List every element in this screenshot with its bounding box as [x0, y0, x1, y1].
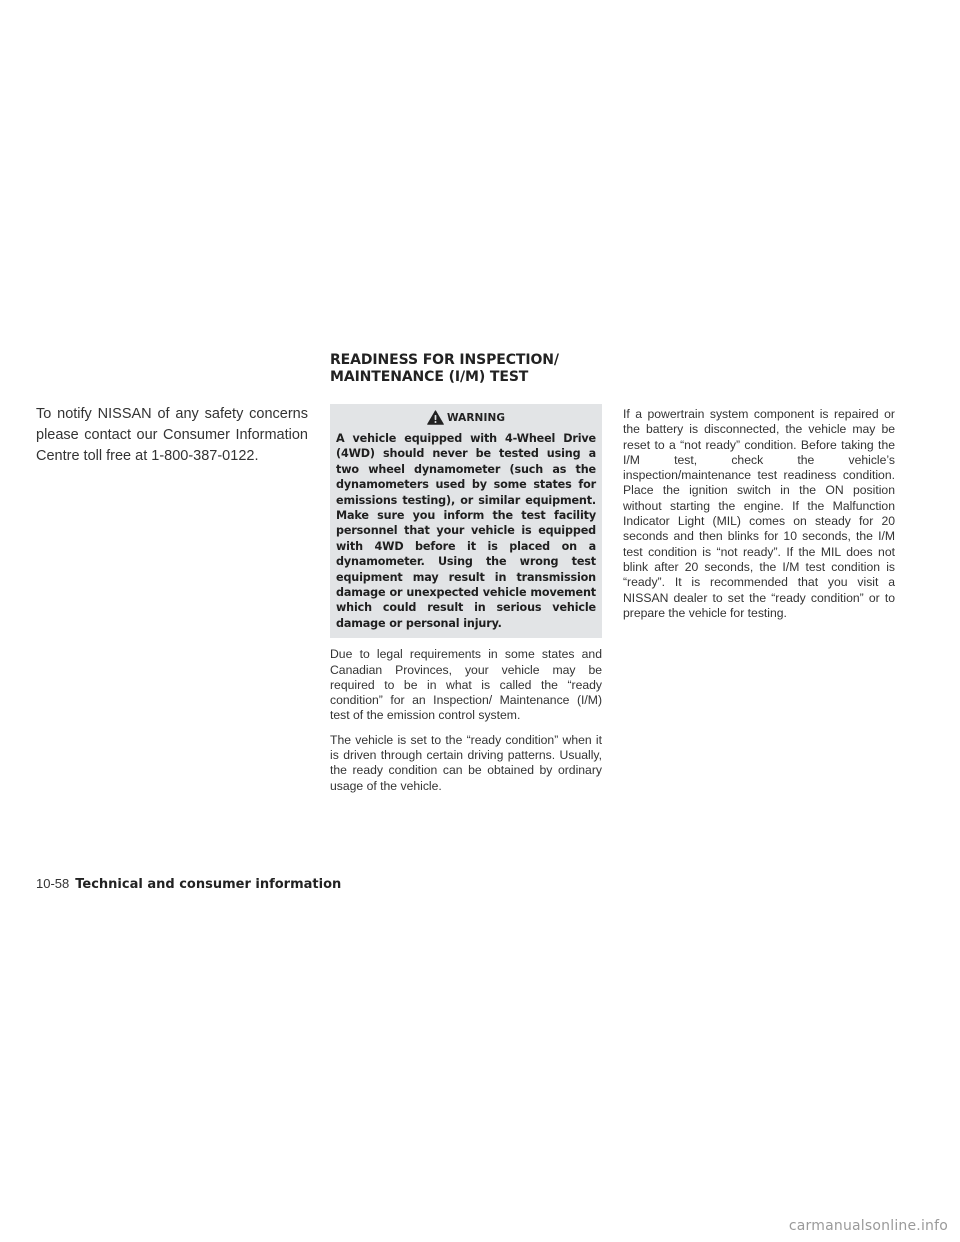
- footer-section-title: Technical and consumer information: [75, 877, 342, 892]
- page-number: 10-58: [36, 876, 70, 891]
- section-heading: [330, 352, 650, 386]
- legal-requirements-paragraph: Due to legal requirements in some states and Canadian Provinces, your vehicle may be required to be in what is called the “ready condition” for an Inspection/ Maintenance (I/M) test of the emission control system.: [330, 647, 602, 723]
- ready-condition-paragraph: The vehicle is set to the “ready condition” when it is driven through certain driving patterns. Usually, the ready condition can be obtained by ordinary usage of the vehicle.: [330, 732, 602, 793]
- warning-triangle-icon: [427, 410, 444, 425]
- section-heading-line2: MAINTENANCE (I/M) TEST: [330, 369, 529, 385]
- warning-title: WARNING: [446, 411, 506, 424]
- middle-column: [330, 404, 602, 803]
- right-column: [623, 407, 895, 630]
- safety-contact-paragraph: To notify NISSAN of any safety concerns please contact our Consumer Information Centre toll free at 1-800-387-0122.: [36, 406, 308, 464]
- warning-box: [330, 404, 602, 638]
- watermark: carmanualsonline.info: [788, 1218, 948, 1234]
- warning-text: A vehicle equipped with 4-Wheel Drive (4WD) should never be tested using a two wheel dynamometer (such as the dynamometers used by some states for emissions testing), or similar equipment. Make sure you inform the test facility personnel that your vehicle is equipped with 4WD before it is placed on a dynamometer. Using the wrong test equipment may result in transmission damage or unexpected vehicle movement which could result in serious vehicle damage or personal injury.: [336, 432, 596, 630]
- left-column: [36, 404, 308, 467]
- warning-header: [336, 410, 596, 425]
- powertrain-paragraph: If a powertrain system component is repaired or the battery is disconnected, the vehicle may be reset to a “not ready” condition. Before taking the I/M test, check the vehicle’s inspection/maintenance test readiness condition. Place the ignition switch in the ON position without starting the engine. If the Malfunction Indicator Light (MIL) comes on steady for 20 seconds and then blinks for 10 seconds, the I/M test condition is “not ready”. If the MIL does not blink after 20 seconds, the I/M test condition is “ready”. It is recommended that you visit a NISSAN dealer to set the “ready condition” or to prepare the vehicle for testing.: [623, 407, 895, 620]
- section-heading-line1: READINESS FOR INSPECTION/: [330, 352, 559, 368]
- page-footer: [36, 876, 341, 892]
